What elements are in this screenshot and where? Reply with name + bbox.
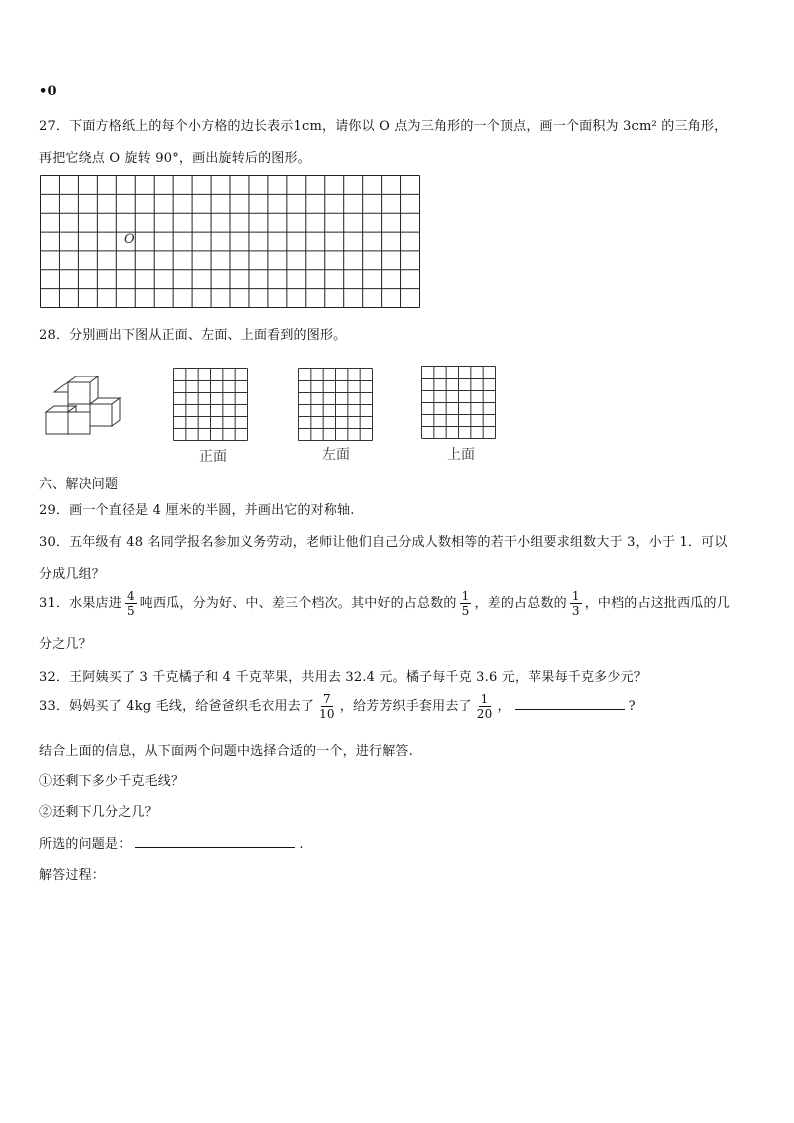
- grid-front[interactable]: [173, 368, 249, 442]
- q27-grid[interactable]: [40, 175, 421, 309]
- frac-den: 10: [319, 707, 335, 721]
- q31-line1: [39, 589, 730, 618]
- chosen-question: [39, 833, 304, 852]
- fraction-1-5: [460, 589, 472, 618]
- solution-process: 解答过程：: [39, 868, 106, 883]
- fraction-7-10: [317, 692, 337, 721]
- fraction-1-3: [570, 589, 582, 618]
- q33-line: [39, 692, 636, 721]
- fraction-4-5: [125, 589, 137, 618]
- q28-text: 28．分别画出下图从正面、左面、上面看到的图形。: [39, 328, 347, 343]
- fraction-1-20: [475, 692, 495, 721]
- frac-num: 1: [480, 692, 489, 706]
- frac-num: 1: [571, 589, 580, 603]
- q30-line1: 30．五年级有 48 名同学报名参加义务劳动，老师让他们自己分成人数相等的若干小组要求组数大于 3，小于 1．可以: [39, 535, 728, 550]
- q27-line1: 27．下面方格纸上的每个小方格的边长表示1cm，请你以 O 点为三角形的一个顶点，画一个面积为 3cm² 的三角形，: [39, 119, 728, 134]
- label-top: 上面: [447, 447, 475, 463]
- q31-line2: 分之几？: [39, 637, 92, 652]
- q33-part4: ?: [628, 699, 636, 714]
- chosen-question-blank[interactable]: [135, 846, 295, 848]
- q27-line2: 再把它绕点 O 旋转 90°，画出旋转后的图形。: [39, 151, 311, 166]
- frac-num: 1: [461, 589, 470, 603]
- q31-part1: 31．水果店进: [39, 596, 122, 611]
- q33-answer-blank[interactable]: [515, 708, 625, 710]
- q31-part2: 吨西瓜，分为好、中、差三个档次。其中好的占总数的: [139, 596, 457, 611]
- top-marker: •0: [39, 84, 57, 99]
- option-1[interactable]: ①还剩下多少千克毛线？: [39, 774, 185, 789]
- frac-den: 20: [476, 707, 493, 721]
- q32-text: 32．王阿姨买了 3 千克橘子和 4 千克苹果，共用去 32.4 元。橘子每千克 3.6 元，苹果每千克多少元？: [39, 670, 647, 685]
- q31-part4: ，中档的占这批西瓜的几: [584, 596, 730, 611]
- frac-den: 5: [126, 604, 135, 618]
- q33-part2: ，给芳芳织手套用去了: [339, 699, 472, 714]
- chosen-prefix: 所选的问题是：: [39, 837, 132, 852]
- grid-top[interactable]: [421, 366, 497, 440]
- q30-line2: 分成几组？: [39, 567, 106, 582]
- section-6-heading: 六、解决问题: [39, 477, 119, 492]
- q33-part1: 33．妈妈买了 4kg 毛线，给爸爸织毛衣用去了: [39, 699, 315, 714]
- instruction: 结合上面的信息，从下面两个问题中选择合适的一个，进行解答.: [39, 744, 413, 759]
- q33-part3: ，: [497, 699, 511, 714]
- frac-den: 3: [571, 604, 580, 618]
- point-o-label: O: [124, 232, 135, 247]
- cube-figure: [40, 376, 124, 440]
- frac-num: 4: [126, 589, 135, 603]
- q29-text: 29．画一个直径是 4 厘米的半圆，并画出它的对称轴.: [39, 503, 355, 518]
- frac-den: 5: [461, 604, 470, 618]
- chosen-suffix: .: [299, 837, 304, 852]
- label-front: 正面: [199, 449, 227, 465]
- q31-part3: ，差的占总数的: [474, 596, 567, 611]
- grid-left[interactable]: [298, 368, 374, 442]
- option-2[interactable]: ②还剩下几分之几？: [39, 805, 158, 820]
- frac-num: 7: [322, 692, 331, 706]
- label-left: 左面: [322, 447, 350, 463]
